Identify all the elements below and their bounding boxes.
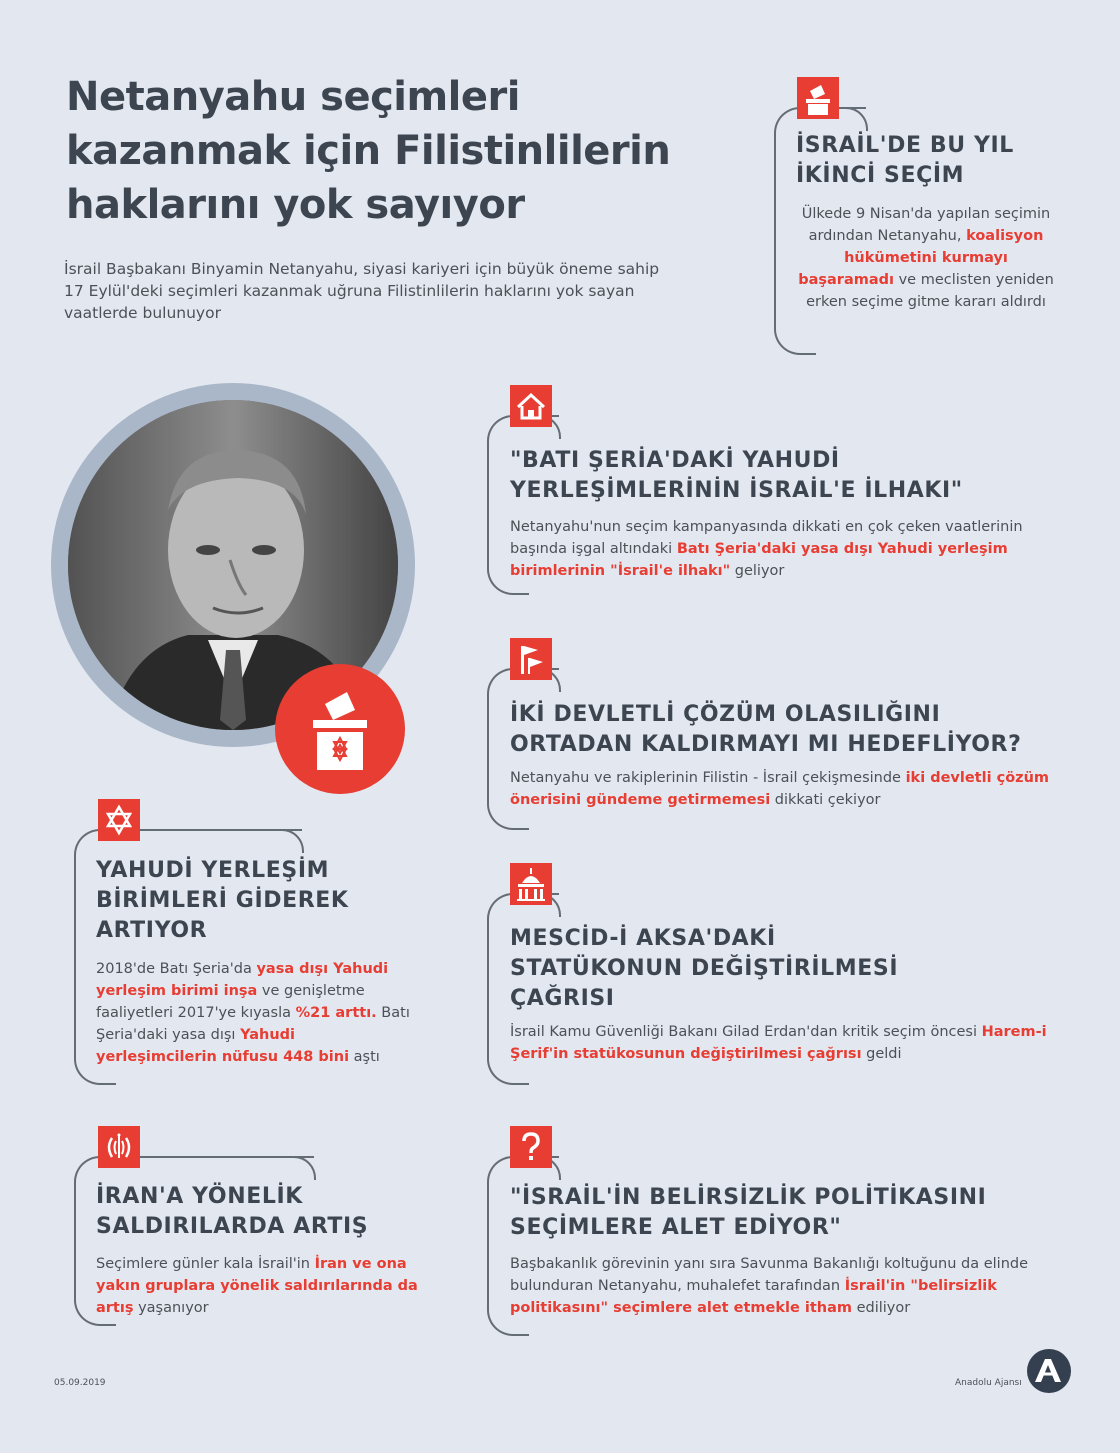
highlight-text: İsrail'in "belirsizlik politikasını" seçimlere alet etmekle itham — [510, 1278, 997, 1316]
card-body — [796, 203, 1056, 313]
aa-logo-icon — [1026, 1348, 1072, 1394]
card-title: "İSRAİL'İN BELİRSİZLİK POLİTİKASINI SEÇİMLERE ALET EDİYOR" — [510, 1185, 987, 1240]
body-text: Netanyahu'nun seçim kampanyasında dikkati en çok çeken vaatlerinin başında işgal altındaki — [510, 519, 1023, 557]
iran-emblem-icon — [98, 1126, 140, 1168]
body-text: yaşanıyor — [133, 1300, 209, 1316]
card-title: "BATI ŞERİA'DAKİ YAHUDİ YERLEŞİMLERİNİN İSRAİL'E İLHAKI" — [510, 448, 963, 503]
ballot-badge — [275, 664, 405, 794]
ballot-box-icon — [797, 77, 839, 119]
card-body — [96, 1253, 426, 1319]
subtitle: İsrail Başbakanı Binyamin Netanyahu, siyasi kariyeri için büyük öneme sahip 17 Eylül'deki seçimleri kazanmak uğruna Filistinlilerin haklarını yok sayan vaatlerde bulunuyor — [64, 260, 660, 322]
card-title: İKİ DEVLETLİ ÇÖZÜM OLASILIĞINI ORTADAN KALDIRMAYI MI HEDEFLİYOR? — [510, 702, 1022, 757]
body-text: ve genişletme faaliyetleri 2017'ye kıyasla — [96, 983, 365, 1021]
page-title — [66, 70, 746, 232]
highlight-text: koalisyon hükümetini kurmayı başaramadı — [798, 228, 1044, 288]
mosque-icon — [510, 863, 552, 905]
body-text: Ülkede 9 Nisan'da yapılan seçimin ardından Netanyahu, — [801, 206, 1051, 244]
question-mark-icon — [510, 1126, 552, 1168]
body-text: 2018'de Batı Şeria'da — [96, 961, 257, 977]
card-body — [510, 516, 1050, 582]
title-line: Netanyahu seçimleri — [66, 74, 520, 120]
highlight-text: yasa dışı Yahudi yerleşim birimi inşa — [96, 961, 389, 999]
footer-date: 05.09.2019 — [54, 1378, 106, 1388]
highlight-text: Yahudi yerleşimcilerin nüfusu 448 bini — [96, 1027, 350, 1065]
title-line: kazanmak için Filistinlilerin — [66, 128, 671, 174]
card-body — [510, 1021, 1055, 1065]
highlight-text: İran ve ona yakın gruplara yönelik saldırılarında da artış — [96, 1256, 418, 1316]
card-title: İRAN'A YÖNELİK SALDIRILARDA ARTIŞ — [96, 1184, 369, 1239]
highlight-text: iki devletli çözüm önerisini gündeme getirmemesi — [510, 770, 1050, 808]
body-text: ve meclisten yeniden erken seçime gitme kararı aldırdı — [806, 272, 1054, 310]
title-line: haklarını yok sayıyor — [66, 182, 525, 228]
body-text: aştı — [349, 1049, 380, 1065]
highlight-text: Batı Şeria'daki yasa dışı Yahudi yerleşim birimlerinin "İsrail'e ilhakı" — [510, 541, 1008, 579]
star-of-david-icon — [98, 799, 140, 841]
body-text: geliyor — [730, 563, 785, 579]
card-body — [510, 767, 1050, 811]
body-text: ediliyor — [851, 1300, 911, 1316]
body-text: Seçimlere günler kala İsrail'in — [96, 1256, 315, 1272]
highlight-text: Harem-i Şerif'in statükosunun değiştirilmesi çağrısı — [510, 1024, 1047, 1062]
body-text: Batı Şeria'daki yasa dışı — [96, 1005, 410, 1043]
body-text: dikkati çekiyor — [770, 792, 881, 808]
card-title: İSRAİL'DE BU YIL İKİNCİ SEÇİM — [796, 133, 1014, 188]
flags-icon — [510, 638, 552, 680]
card-title: MESCİD-İ AKSA'DAKİ STATÜKONUN DEĞİŞTİRİLMESİ ÇAĞRISI — [510, 926, 899, 1011]
footer-agency: Anadolu Ajansı — [955, 1378, 1022, 1388]
card-body — [510, 1253, 1055, 1319]
body-text: İsrail Kamu Güvenliği Bakanı Gilad Erdan'dan kritik seçim öncesi — [510, 1024, 982, 1040]
body-text: geldi — [861, 1046, 902, 1062]
body-text: Netanyahu ve rakiplerinin Filistin - İsrail çekişmesinde — [510, 770, 906, 786]
card-title: YAHUDİ YERLEŞİM BİRİMLERİ GİDEREK ARTIYOR — [96, 858, 349, 943]
ballot-box-icon — [275, 664, 405, 794]
house-icon — [510, 385, 552, 427]
body-text: Başbakanlık görevinin yanı sıra Savunma Bakanlığı koltuğunu da elinde bulunduran Netanyahu, muhalefet tarafından — [510, 1256, 1029, 1294]
highlight-text: %21 arttı. — [295, 1005, 377, 1021]
card-body — [96, 958, 416, 1068]
